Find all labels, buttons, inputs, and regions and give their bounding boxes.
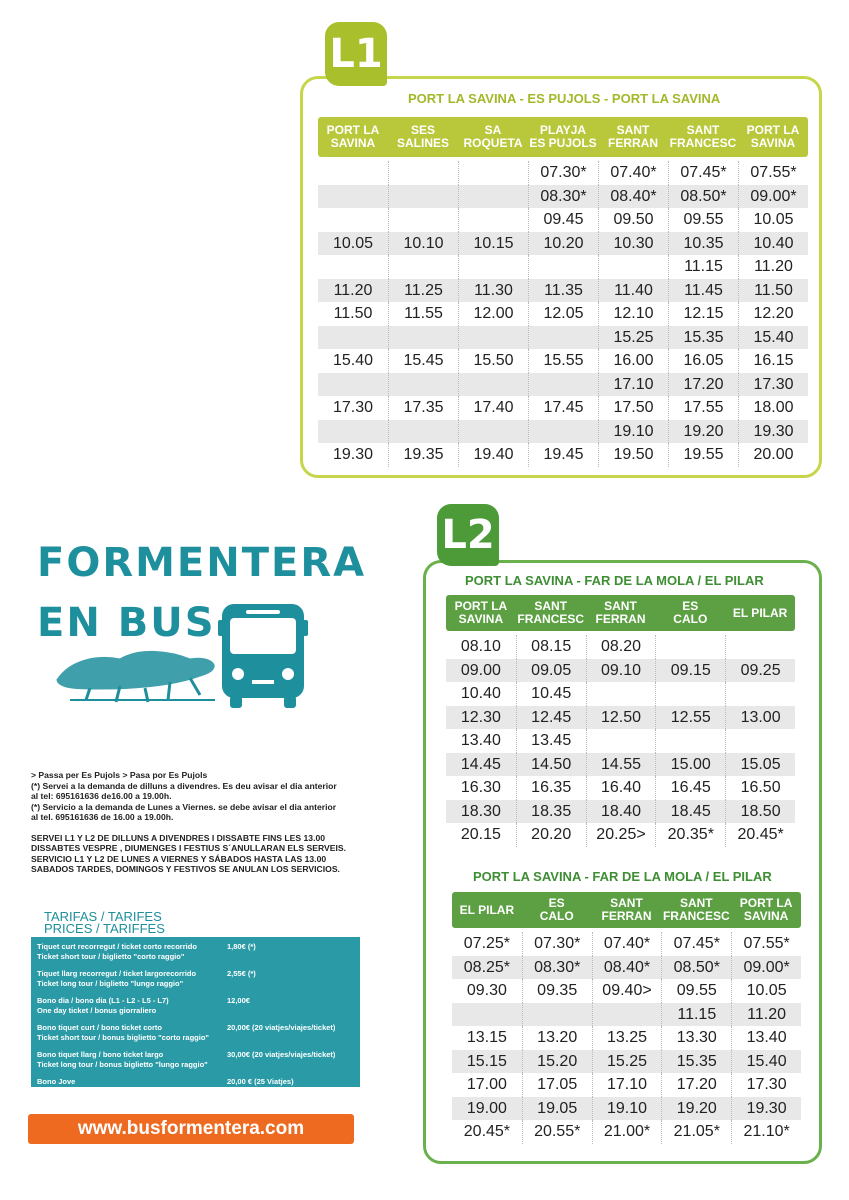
departure-time: 17.30: [738, 373, 808, 397]
departure-time: 16.50: [725, 776, 795, 800]
departure-time: 15.05: [725, 753, 795, 777]
tariff-row: [37, 1050, 354, 1069]
departure-time: 17.05: [522, 1073, 592, 1097]
departure-time: 11.15: [668, 255, 738, 279]
departure-time: 11.20: [738, 255, 808, 279]
timetable-row: [446, 635, 795, 659]
departure-time: 15.40: [731, 1050, 801, 1074]
departure-time: 19.50: [598, 443, 668, 467]
departure-time: 11.15: [661, 1003, 731, 1027]
departure-time: 08.20: [586, 635, 656, 659]
tariff-label: Bono tiquet llarg / bono ticket largo Ticket long tour / bonus biglietto "lungo raggio": [37, 1050, 208, 1069]
tariff-label: Tiquet curt recorregut / ticket corto recorrido Ticket short tour / biglietto "corto raggio": [37, 942, 197, 961]
departure-time: 15.35: [668, 326, 738, 350]
departure-time: 20.20: [516, 823, 586, 847]
stop-header: SANT FERRAN: [595, 599, 646, 626]
departure-time: 19.00: [466, 1099, 507, 1117]
departure-time: 07.25*: [463, 935, 511, 952]
departure-time: 21.00*: [592, 1120, 662, 1144]
departure-time: [458, 326, 528, 350]
stop-header: ES CALO: [539, 896, 574, 923]
departure-time: 09.30: [466, 982, 507, 999]
timetable-row: [452, 1050, 801, 1074]
departure-time: 17.50: [598, 396, 668, 420]
l2-return-timetable: [452, 892, 801, 1144]
stop-header: PORT LA SAVINA: [326, 123, 380, 150]
departure-time: [528, 373, 598, 397]
departure-time: 11.20: [731, 1003, 801, 1027]
timetable-row: [452, 979, 801, 1003]
timetable-row: [318, 279, 808, 303]
brand-title-line2: EN BUS: [37, 600, 216, 646]
tariff-label: Bono Jove: [37, 1077, 76, 1086]
departure-time: 10.05: [332, 234, 374, 252]
departure-time: 19.20: [661, 1097, 731, 1121]
departure-time: 13.40: [460, 732, 501, 749]
tree-icon: [58, 652, 215, 702]
departure-time: 08.30*: [528, 185, 598, 209]
departure-time: 10.45: [516, 682, 586, 706]
departure-time: 08.40*: [598, 185, 668, 209]
departure-time: [528, 326, 598, 350]
departure-time: 11.40: [598, 279, 668, 303]
tariffs-heading-1: TARIFAS / TARIFES: [44, 909, 162, 924]
tariff-label: Bono tiquet curt / bono ticket corto Ticket short tour / bonus biglietto "corto raggio": [37, 1023, 209, 1042]
departure-time: [388, 161, 458, 185]
departure-time: 15.40: [738, 326, 808, 350]
departure-time: 19.45: [528, 443, 598, 467]
departure-time: [318, 185, 388, 209]
departure-time: 11.50: [738, 279, 808, 303]
departure-time: 19.05: [522, 1097, 592, 1121]
departure-time: [318, 161, 388, 185]
departure-time: 09.00*: [738, 185, 808, 209]
note-schedule-3: SERVICIO L1 Y L2 DE LUNES A VIERNES Y SÁBADOS HASTA LAS 13.00: [31, 853, 327, 864]
departure-time: 13.40: [731, 1026, 801, 1050]
departure-time: 17.30: [332, 399, 374, 416]
departure-time: 07.40*: [592, 932, 662, 956]
departure-time: [388, 185, 458, 209]
timetable-header: [446, 595, 795, 631]
departure-time: 14.45: [460, 755, 501, 773]
timetable-row: [452, 1073, 801, 1097]
service-notes: [31, 770, 371, 875]
departure-time: 11.30: [458, 279, 528, 303]
departure-time: 09.45: [528, 208, 598, 232]
departure-time: 08.10: [460, 638, 501, 655]
l2-outbound-timetable: [446, 595, 795, 847]
departure-time: [725, 682, 795, 706]
note-schedule-1: SERVEI L1 Y L2 DE DILLUNS A DIVENDRES I DISSABTE FINS LES 13.00: [31, 832, 326, 843]
departure-time: 19.55: [668, 443, 738, 467]
l2-outbound-route-title: PORT LA SAVINA - FAR DE LA MOLA / EL PILAR: [465, 573, 764, 588]
departure-time: 20.25>: [586, 823, 656, 847]
departure-time: [458, 161, 528, 185]
departure-time: [318, 373, 388, 397]
departure-time: 18.35: [516, 800, 586, 824]
departure-time: [388, 208, 458, 232]
note-schedule-4: SABADOS TARDES, DOMINGOS Y FESTIVOS SE ANULAN LOS SERVICIOS.: [31, 864, 340, 874]
departure-time: 17.40: [458, 396, 528, 420]
note-ca-2: al tel: 695161636 de16.00 a 19.00h.: [31, 791, 172, 801]
timetable-row: [452, 1026, 801, 1050]
departure-time: 09.00*: [731, 956, 801, 980]
timetable-row: [446, 776, 795, 800]
departure-time: [655, 729, 725, 753]
timetable-row: [446, 800, 795, 824]
departure-time: 09.05: [516, 659, 586, 683]
departure-time: 07.30*: [528, 161, 598, 185]
timetable-row: [318, 232, 808, 256]
departure-time: 19.10: [592, 1097, 662, 1121]
departure-time: 15.25: [592, 1050, 662, 1074]
tariff-label: Tiquet llarg recorregut / ticket largorecorrido Ticket long tour / biglietto "lungo raggio": [37, 969, 197, 988]
bus-illustration: [50, 600, 350, 720]
departure-time: 08.25*: [463, 958, 511, 976]
stop-header: ES CALO: [673, 599, 708, 626]
departure-time: 12.55: [655, 706, 725, 730]
timetable-row: [318, 208, 808, 232]
departure-time: 16.05: [668, 349, 738, 373]
tariff-price: 12,00€: [227, 996, 250, 1005]
tariff-price: 30,00€ (20 viatjes/viajes/ticket): [227, 1050, 336, 1059]
departure-time: 07.40*: [598, 161, 668, 185]
departure-time: 10.05: [738, 208, 808, 232]
departure-time: 13.20: [522, 1026, 592, 1050]
departure-time: [388, 255, 458, 279]
tariff-price: 1,80€ (*): [227, 942, 256, 951]
departure-time: 11.50: [333, 305, 373, 322]
note-pass: > Passa per Es Pujols > Pasa por Es Pujols: [31, 770, 208, 780]
departure-time: 20.35*: [655, 823, 725, 847]
timetable-row: [318, 185, 808, 209]
website-link[interactable]: www.busformentera.com: [28, 1114, 354, 1144]
timetable-row: [318, 420, 808, 444]
departure-time: 19.35: [388, 443, 458, 467]
departure-time: 11.55: [388, 302, 458, 326]
departure-time: 19.30: [738, 420, 808, 444]
departure-time: 07.45*: [661, 932, 731, 956]
departure-time: 18.45: [655, 800, 725, 824]
departure-time: 19.30: [332, 446, 374, 463]
departure-time: [458, 373, 528, 397]
timetable-row: [318, 161, 808, 185]
departure-time: 13.15: [466, 1029, 507, 1046]
tariff-row: [37, 1077, 354, 1087]
departure-time: 13.25: [592, 1026, 662, 1050]
departure-time: 12.10: [598, 302, 668, 326]
l1-timetable: [318, 117, 808, 467]
stop-header: PORT LA SAVINA: [739, 896, 793, 923]
departure-time: 11.20: [333, 281, 373, 299]
stop-header: EL PILAR: [732, 605, 788, 620]
stop-header: SANT FERRAN: [608, 123, 658, 150]
departure-time: [725, 729, 795, 753]
departure-time: 10.40: [738, 232, 808, 256]
departure-time: 18.00: [738, 396, 808, 420]
departure-time: 15.45: [388, 349, 458, 373]
departure-time: 12.05: [528, 302, 598, 326]
timetable-row: [452, 956, 801, 980]
note-schedule-2: DISSABTES VESPRE , DIUMENGES I FESTIUS S´ANULLARAN ELS SERVEIS.: [31, 843, 346, 853]
departure-time: [528, 420, 598, 444]
departure-time: 10.10: [388, 232, 458, 256]
stop-header: PORT LA SAVINA: [454, 599, 508, 626]
stop-header: PORT LA SAVINA: [746, 123, 800, 150]
departure-time: 16.35: [516, 776, 586, 800]
departure-time: [388, 326, 458, 350]
departure-time: [458, 208, 528, 232]
tariff-price: 2,55€ (*): [227, 969, 256, 978]
departure-time: [592, 1003, 662, 1027]
departure-time: 17.55: [668, 396, 738, 420]
stop-header: EL PILAR: [459, 902, 515, 917]
departure-time: 09.10: [586, 659, 656, 683]
departure-time: [388, 420, 458, 444]
departure-time: 17.20: [668, 373, 738, 397]
departure-time: [452, 1003, 522, 1027]
timetable-row: [318, 443, 808, 467]
timetable-row: [318, 302, 808, 326]
departure-time: 10.20: [528, 232, 598, 256]
l2-return-route-title: PORT LA SAVINA - FAR DE LA MOLA / EL PILAR: [473, 869, 772, 884]
departure-time: [318, 208, 388, 232]
tariff-price: 20,00€ (20 viatjes/viajes/ticket): [227, 1023, 336, 1032]
departure-time: 08.50*: [661, 956, 731, 980]
stop-header: SES SALINES: [396, 123, 449, 150]
departure-time: [655, 682, 725, 706]
departure-time: 16.45: [655, 776, 725, 800]
departure-time: 17.10: [598, 373, 668, 397]
departure-time: 15.00: [655, 753, 725, 777]
departure-time: 09.15: [655, 659, 725, 683]
timetable-row: [452, 1097, 801, 1121]
departure-time: 12.45: [516, 706, 586, 730]
l2-badge: L2: [437, 504, 499, 566]
stop-header: SANT FRANCESC: [669, 123, 737, 150]
departure-time: [586, 682, 656, 706]
departure-time: 12.00: [458, 302, 528, 326]
departure-time: 20.55*: [522, 1120, 592, 1144]
departure-time: 13.30: [661, 1026, 731, 1050]
departure-time: 10.05: [731, 979, 801, 1003]
departure-time: 10.35: [668, 232, 738, 256]
departure-time: 08.30*: [522, 956, 592, 980]
departure-time: 08.50*: [668, 185, 738, 209]
tariff-row: [37, 942, 354, 961]
departure-time: 10.30: [598, 232, 668, 256]
departure-time: 20.00: [738, 443, 808, 467]
departure-time: 14.50: [516, 753, 586, 777]
departure-time: 17.20: [661, 1073, 731, 1097]
departure-time: 09.00: [460, 661, 501, 679]
timetable-row: [446, 682, 795, 706]
departure-time: 07.45*: [668, 161, 738, 185]
departure-time: 20.15: [460, 826, 501, 843]
departure-time: [655, 635, 725, 659]
departure-time: 18.40: [586, 800, 656, 824]
tariff-label: Bono dia / bono dia (L1 - L2 - L5 - L7) One day ticket / bonus giorraliero: [37, 996, 169, 1015]
stop-header: SANT FRANCESC: [517, 599, 585, 626]
tariffs-table: [31, 937, 360, 1087]
tariffs-heading: [44, 911, 165, 935]
departure-time: [458, 255, 528, 279]
departure-time: [388, 373, 458, 397]
departure-time: 07.30*: [522, 932, 592, 956]
note-ca-1: (*) Servei a la demanda de dilluns a divendres. Es deu avisar el dia anterior: [31, 780, 337, 791]
timetable-row: [318, 373, 808, 397]
departure-time: 12.20: [738, 302, 808, 326]
departure-time: 21.10*: [731, 1120, 801, 1144]
departure-time: 08.15: [516, 635, 586, 659]
departure-time: 15.50: [458, 349, 528, 373]
timetable-row: [452, 1003, 801, 1027]
departure-time: 17.35: [388, 396, 458, 420]
departure-time: 16.40: [586, 776, 656, 800]
departure-time: 13.00: [725, 706, 795, 730]
departure-time: [458, 420, 528, 444]
departure-time: 10.40: [460, 685, 501, 702]
tariff-price: 20,00 € (25 Viatjes): [227, 1077, 294, 1086]
departure-time: 16.30: [460, 779, 501, 796]
timetable-row: [452, 1120, 801, 1144]
departure-time: 18.30: [460, 802, 501, 820]
stop-header: SANT FERRAN: [601, 896, 652, 923]
brand-title-line1: FORMENTERA: [37, 540, 367, 586]
bus-icon: [218, 604, 308, 708]
departure-time: 17.00: [466, 1076, 507, 1093]
departure-time: 17.45: [528, 396, 598, 420]
departure-time: 19.10: [598, 420, 668, 444]
departure-time: 11.45: [668, 279, 738, 303]
departure-time: 12.15: [668, 302, 738, 326]
timetable-header: [452, 892, 801, 928]
timetable-header: [318, 117, 808, 157]
tariffs-heading-2: PRICES / TARIFFES: [44, 921, 165, 936]
departure-time: 09.55: [668, 208, 738, 232]
departure-time: 12.30: [460, 708, 501, 726]
stop-header: SANT FRANCESC: [662, 896, 730, 923]
departure-time: 09.50: [598, 208, 668, 232]
departure-time: [522, 1003, 592, 1027]
departure-time: 09.40>: [592, 979, 662, 1003]
timetable-row: [318, 396, 808, 420]
departure-time: [318, 326, 388, 350]
tariff-row: [37, 996, 354, 1015]
departure-time: 15.25: [598, 326, 668, 350]
departure-time: 11.35: [528, 279, 598, 303]
timetable-row: [446, 753, 795, 777]
departure-time: 20.45*: [463, 1123, 511, 1140]
departure-time: 15.40: [332, 352, 374, 369]
note-es-2: al tel. 695161636 de 16.00 a 19.00h.: [31, 812, 174, 822]
timetable-row: [318, 326, 808, 350]
tariff-row: [37, 969, 354, 988]
departure-time: 13.45: [516, 729, 586, 753]
note-es-1: (*) Servicio a la demanda de Lunes a Viernes. se debe avisar el dia anterior: [31, 801, 337, 812]
departure-time: 18.50: [725, 800, 795, 824]
departure-time: 10.15: [458, 232, 528, 256]
departure-time: 15.35: [661, 1050, 731, 1074]
tariff-row: [37, 1023, 354, 1042]
timetable-row: [318, 255, 808, 279]
departure-time: 14.55: [586, 753, 656, 777]
departure-time: [318, 420, 388, 444]
departure-time: 19.40: [458, 443, 528, 467]
timetable-row: [452, 932, 801, 956]
departure-time: 16.00: [598, 349, 668, 373]
departure-time: 19.30: [731, 1097, 801, 1121]
timetable-row: [446, 823, 795, 847]
departure-time: 12.50: [586, 706, 656, 730]
timetable-row: [446, 729, 795, 753]
l1-badge: L1: [325, 22, 387, 86]
l1-route-title: PORT LA SAVINA - ES PUJOLS - PORT LA SAVINA: [408, 91, 721, 106]
departure-time: 16.15: [738, 349, 808, 373]
departure-time: 11.25: [388, 279, 458, 303]
departure-time: 15.55: [528, 349, 598, 373]
timetable-row: [446, 659, 795, 683]
departure-time: 21.05*: [661, 1120, 731, 1144]
departure-time: 15.15: [466, 1052, 507, 1070]
departure-time: 17.10: [592, 1073, 662, 1097]
departure-time: [458, 185, 528, 209]
departure-time: 19.20: [668, 420, 738, 444]
departure-time: [528, 255, 598, 279]
departure-time: 09.55: [661, 979, 731, 1003]
departure-time: 20.45*: [725, 823, 795, 847]
timetable-row: [446, 706, 795, 730]
departure-time: 17.30: [731, 1073, 801, 1097]
stop-header: SA ROQUETA: [463, 123, 523, 150]
departure-time: [586, 729, 656, 753]
departure-time: 15.20: [522, 1050, 592, 1074]
departure-time: [598, 255, 668, 279]
departure-time: 07.55*: [731, 932, 801, 956]
departure-time: 08.40*: [592, 956, 662, 980]
timetable-row: [318, 349, 808, 373]
departure-time: 09.35: [522, 979, 592, 1003]
departure-time: [318, 255, 388, 279]
departure-time: 07.55*: [738, 161, 808, 185]
stop-header: PLAYJA ES PUJOLS: [529, 123, 597, 150]
departure-time: 09.25: [725, 659, 795, 683]
departure-time: [725, 635, 795, 659]
